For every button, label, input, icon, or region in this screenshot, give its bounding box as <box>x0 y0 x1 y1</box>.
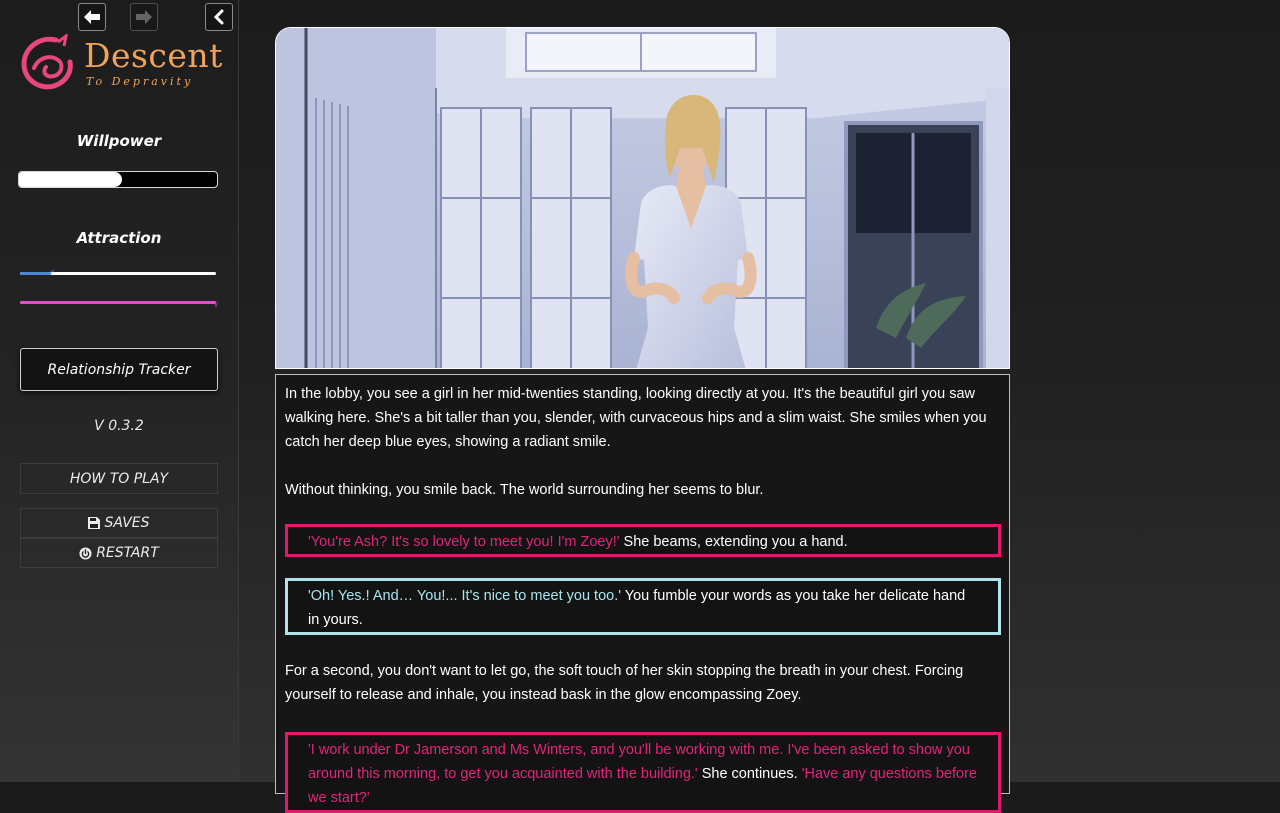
zoey-speech: 'You're Ash? It's so lovely to meet you! I'm Zoey!' <box>308 534 620 550</box>
attraction-label: Attraction <box>76 229 162 247</box>
saves-label: SAVES <box>104 515 150 531</box>
zoey-speech: 'Have any questions before we start?' <box>308 766 977 806</box>
logo-subtitle: To Depravity <box>86 75 194 88</box>
passage-paragraph: In the lobby, you see a girl in her mid-twenties standing, looking directly at you. It's the beautiful girl you saw walking here. She's a bit taller than you, slender, with curvaceous hips and a slim waist. She smiles when you catch her deep blue eyes, showing a radiant smile. <box>285 386 987 450</box>
arrow-left-icon <box>83 9 101 25</box>
sidebar <box>0 0 239 782</box>
zoey-speech: 'I work under Dr Jamerson and Ms Winters, and you'll be working with me. I've been asked to show you around this morning, to get you acquainted with the building.' <box>308 742 970 782</box>
willpower-bar <box>18 171 218 188</box>
attraction-female-fill <box>20 301 216 304</box>
version-label: V 0.3.2 <box>94 418 144 434</box>
willpower-label: Willpower <box>76 132 162 150</box>
dialog-narration: She continues. <box>697 766 802 782</box>
power-icon <box>79 547 92 560</box>
attraction-female-slider[interactable] <box>20 299 221 311</box>
restart-label: RESTART <box>96 545 159 561</box>
willpower-bar-fill <box>19 172 122 187</box>
how-to-play-label: HOW TO PLAY <box>69 470 169 487</box>
female-symbol-icon[interactable]: ♀ <box>211 299 221 311</box>
passage-paragraph: For a second, you don't want to let go, the soft touch of her skin stopping the breath in your chest. Forcing yourself to release and inhale, you instead bask in the glow encompassing Zoey. <box>285 663 964 703</box>
male-symbol-icon[interactable]: ♂ <box>47 267 56 279</box>
relationship-tracker-button[interactable]: Relationship Tracker <box>20 348 218 391</box>
dialog-narration: She beams, extending you a hand. <box>619 534 848 550</box>
scene-image <box>275 27 1010 369</box>
dialog-box-zoey <box>285 732 1001 813</box>
forward-button[interactable] <box>130 3 158 31</box>
dialog-narration: You fumble your words as you take her delicate hand in yours. <box>308 588 966 628</box>
chevron-left-icon <box>212 9 226 25</box>
back-button[interactable] <box>78 3 106 31</box>
dialog-box-ash <box>285 578 1001 635</box>
scene-illustration <box>276 28 1010 369</box>
attraction-male-slider[interactable] <box>20 267 216 279</box>
dialog-box-zoey <box>285 524 1001 557</box>
restart-button[interactable] <box>20 538 218 568</box>
game-logo <box>18 34 223 96</box>
arrow-right-icon <box>135 9 153 25</box>
ash-speech: 'Oh! Yes.! And… You!... It's nice to meet you too.' <box>308 588 622 604</box>
logo-emblem-icon <box>18 34 78 94</box>
saves-button[interactable] <box>20 508 218 538</box>
how-to-play-button[interactable] <box>20 463 218 494</box>
story-passage <box>275 374 1010 806</box>
floppy-disk-icon <box>88 517 100 529</box>
collapse-sidebar-button[interactable] <box>205 3 233 31</box>
passage-paragraph: Without thinking, you smile back. The world surrounding her seems to blur. <box>285 482 764 498</box>
logo-title: Descent <box>84 36 223 75</box>
